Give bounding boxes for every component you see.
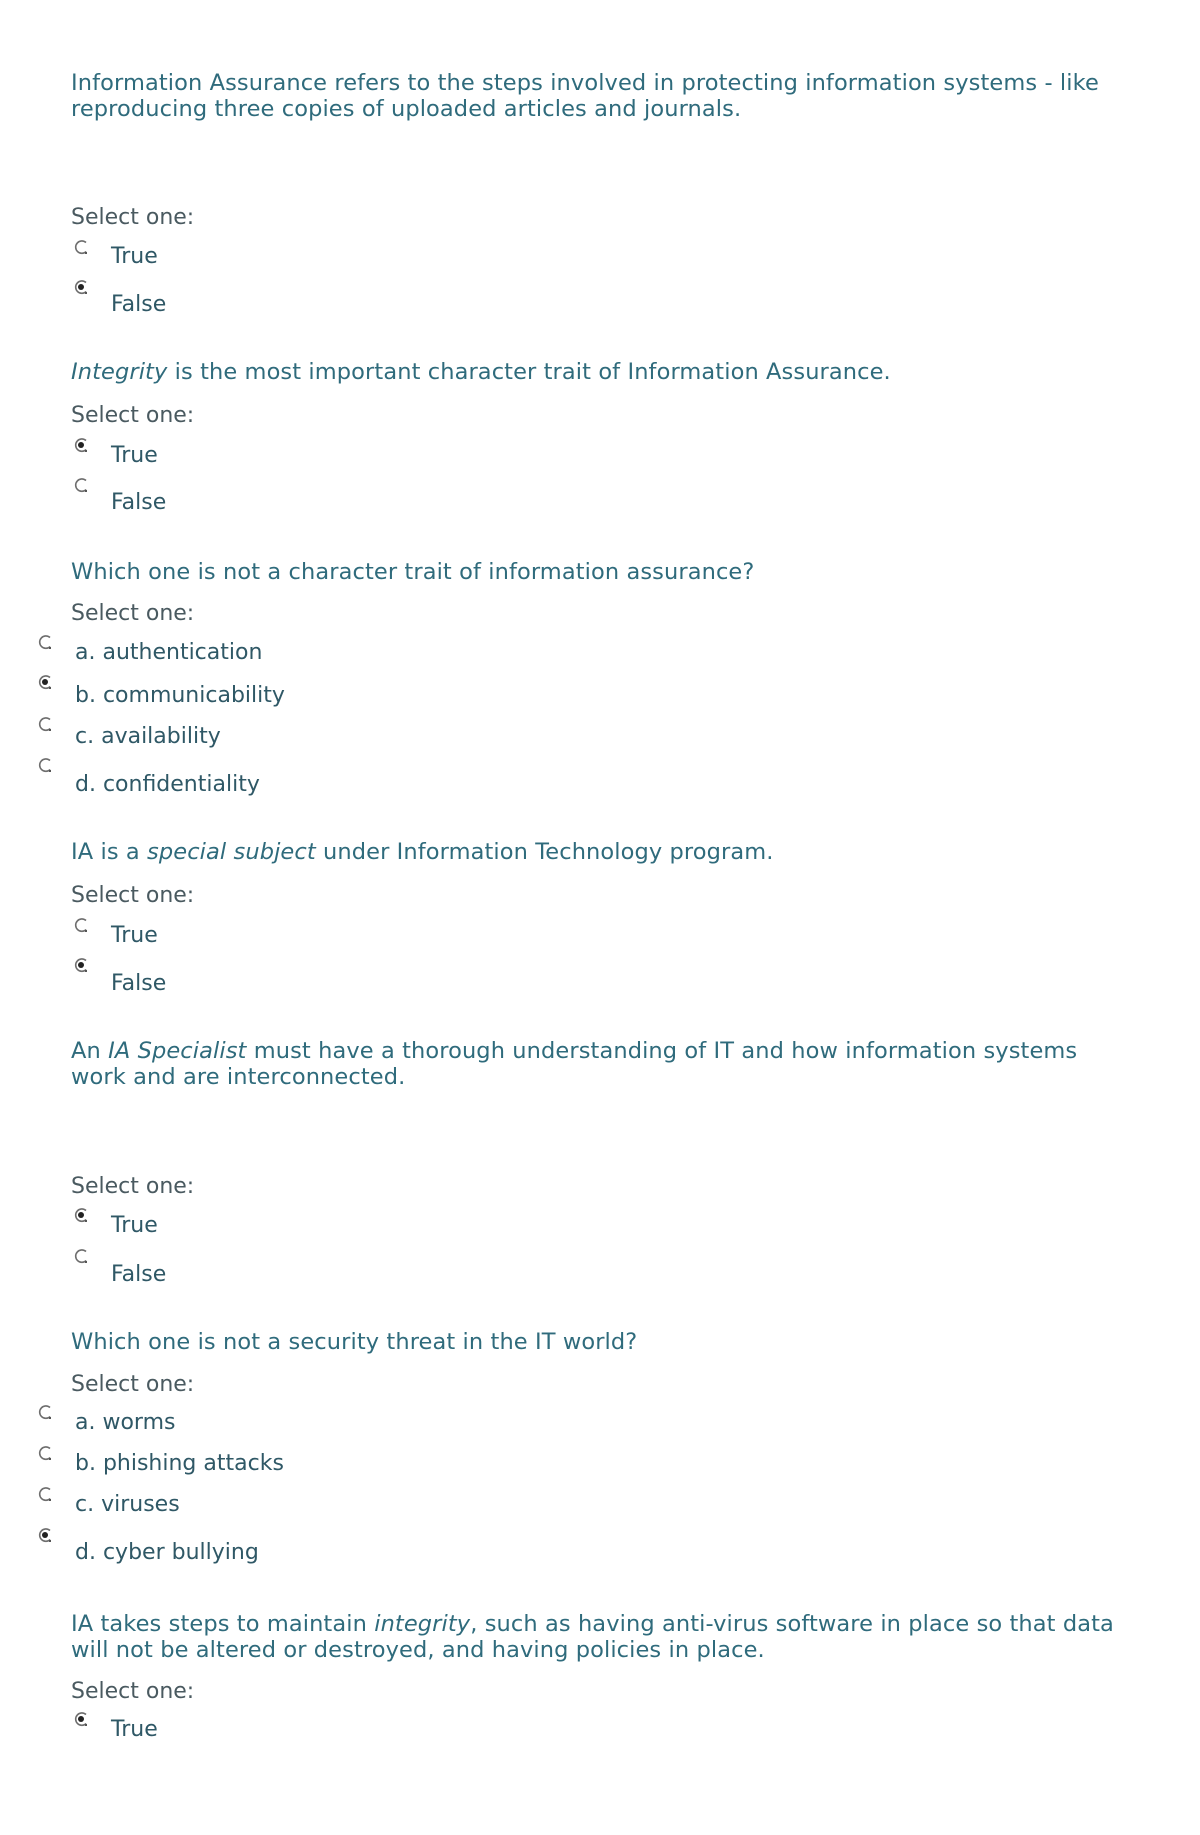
select-one-label: Select one: [71, 1679, 195, 1704]
option-true-label[interactable]: True [111, 923, 158, 948]
question-1-text: Information Assurance refers to the steps involved in protecting information systems - like reproducing three copies of uploaded articles and journals. [71, 70, 1099, 122]
radio-option-b[interactable] [37, 674, 54, 691]
question-2-text: Integrity is the most important character trait of Information Assurance. [71, 359, 891, 385]
question-5-text: An IA Specialist must have a thorough understanding of IT and how information systems work and are interconnected. [71, 1038, 1078, 1090]
question-4 [71, 839, 1131, 865]
option-true-label[interactable]: True [111, 244, 158, 269]
option-a-label[interactable]: a. authentication [75, 640, 263, 665]
radio-true[interactable] [73, 239, 90, 256]
radio-true[interactable] [73, 917, 90, 934]
option-d-label[interactable]: d. cyber bullying [75, 1540, 259, 1565]
option-false-label[interactable]: False [111, 292, 167, 317]
radio-true[interactable] [73, 1711, 90, 1728]
question-4-text: IA is a special subject under Information Technology program. [71, 839, 774, 865]
question-6 [71, 1329, 1131, 1355]
option-true-label[interactable]: True [111, 1717, 158, 1742]
question-2 [71, 359, 1131, 385]
question-7 [71, 1611, 1131, 1663]
option-false-label[interactable]: False [111, 1262, 167, 1287]
option-true-label[interactable]: True [111, 1213, 158, 1238]
radio-false[interactable] [73, 279, 90, 296]
select-one-label: Select one: [71, 403, 195, 428]
radio-option-d[interactable] [37, 757, 54, 774]
option-true-label[interactable]: True [111, 443, 158, 468]
question-7-text: IA takes steps to maintain integrity, such as having anti-virus software in place so that data will not be altered or destroyed, and having policies in place. [71, 1611, 1114, 1663]
option-c-label[interactable]: c. availability [75, 724, 221, 749]
radio-option-c[interactable] [37, 716, 54, 733]
option-false-label[interactable]: False [111, 971, 167, 996]
option-c-label[interactable]: c. viruses [75, 1492, 180, 1517]
option-b-label[interactable]: b. communicability [75, 683, 285, 708]
select-one-label: Select one: [71, 883, 195, 908]
radio-true[interactable] [73, 437, 90, 454]
radio-option-a[interactable] [37, 1404, 54, 1421]
question-3 [71, 559, 1131, 585]
select-one-label: Select one: [71, 601, 195, 626]
radio-option-b[interactable] [37, 1445, 54, 1462]
option-d-label[interactable]: d. confidentiality [75, 772, 260, 797]
question-3-text: Which one is not a character trait of information assurance? [71, 559, 755, 585]
question-6-text: Which one is not a security threat in the IT world? [71, 1329, 638, 1355]
select-one-label: Select one: [71, 205, 195, 230]
select-one-label: Select one: [71, 1174, 195, 1199]
question-5 [71, 1038, 1131, 1090]
radio-false[interactable] [73, 1248, 90, 1265]
radio-false[interactable] [73, 957, 90, 974]
option-b-label[interactable]: b. phishing attacks [75, 1451, 284, 1476]
radio-false[interactable] [73, 477, 90, 494]
option-a-label[interactable]: a. worms [75, 1410, 176, 1435]
question-1 [71, 70, 1131, 122]
option-false-label[interactable]: False [111, 490, 167, 515]
radio-option-a[interactable] [37, 634, 54, 651]
radio-true[interactable] [73, 1207, 90, 1224]
radio-option-d[interactable] [37, 1527, 54, 1544]
radio-option-c[interactable] [37, 1486, 54, 1503]
select-one-label: Select one: [71, 1372, 195, 1397]
